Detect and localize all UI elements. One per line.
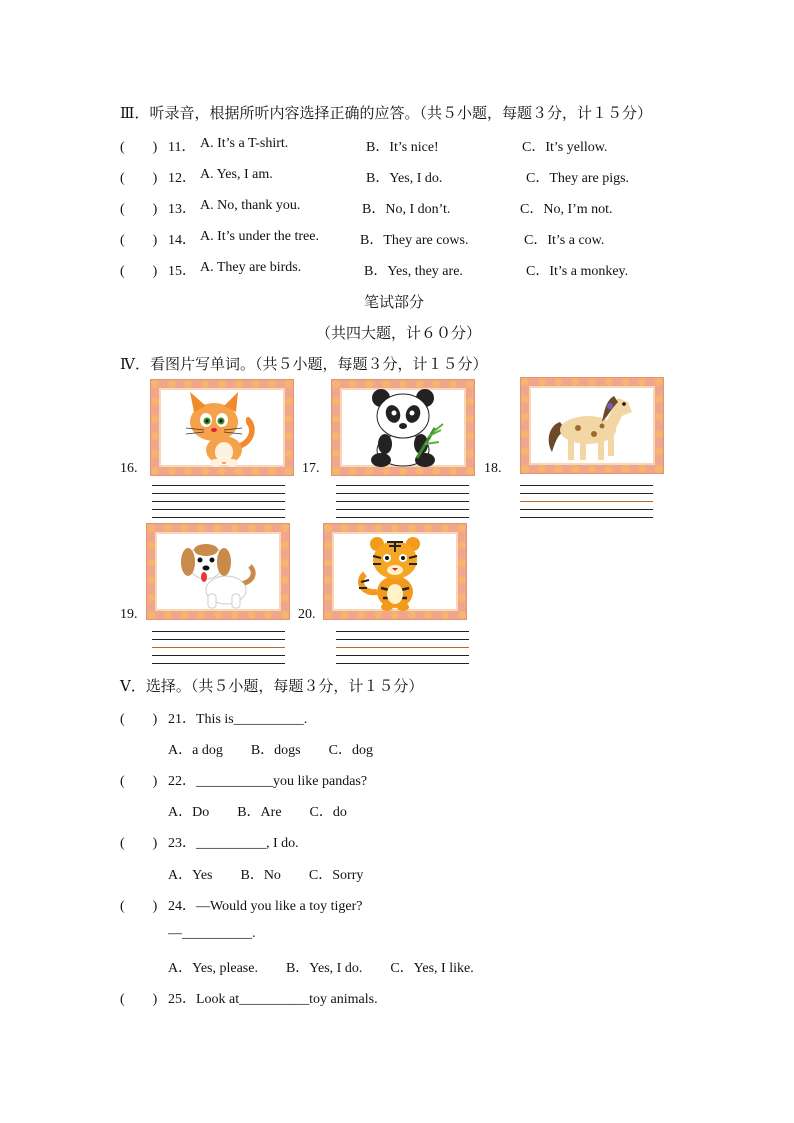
item-number-20: 20. <box>298 607 316 622</box>
written-part-subtitle: （共四大题，计６０分） <box>316 326 482 342</box>
option-a: A. It’s a T-shirt. <box>200 136 289 151</box>
question-23-stem: 23．__________, I do. <box>168 836 299 851</box>
answer-paren[interactable]: ( ) <box>120 712 158 727</box>
question-number: 15． <box>168 264 196 279</box>
option-b: B．No, I don’t. <box>362 202 451 217</box>
answer-paren[interactable]: ( ) <box>120 774 158 789</box>
question-21-options: A．a dog B．dogs C．dog <box>168 743 373 758</box>
tiger-picture <box>324 524 466 619</box>
question-number: 13． <box>168 202 196 217</box>
answer-paren[interactable]: ( ) <box>120 899 158 914</box>
item-number-16: 16. <box>120 461 138 476</box>
written-part-title: 笔试部分 <box>364 295 425 311</box>
option-c: C．They are pigs. <box>526 171 630 186</box>
cat-picture <box>151 380 293 475</box>
answer-paren[interactable]: ( ) <box>120 140 158 155</box>
question-24-blank: —__________. <box>168 926 256 941</box>
answer-paren[interactable]: ( ) <box>120 171 158 186</box>
dog-icon <box>170 532 266 612</box>
question-21-stem: 21．This is__________. <box>168 712 308 727</box>
option-a: A. It’s under the tree. <box>200 229 319 244</box>
option-c: C．It’s yellow. <box>522 140 608 155</box>
section5-title: Ⅴ．选择。（共５小题，每题３分，计１５分） <box>120 679 424 695</box>
question-number: 14． <box>168 233 196 248</box>
section4-title: Ⅳ．看图片写单词。（共５小题，每题３分，计１５分） <box>120 357 488 373</box>
option-a: A. No, thank you. <box>200 198 301 213</box>
question-23-options: A．Yes B．No C．Sorry <box>168 868 364 883</box>
option-a: A. They are birds. <box>200 260 302 275</box>
option-a: A. Yes, I am. <box>200 167 273 182</box>
section3-title: Ⅲ．听录音，根据所听内容选择正确的应答。（共５小题，每题３分，计１５分） <box>120 106 652 122</box>
tiger-icon <box>347 532 443 612</box>
option-c: C．It’s a cow. <box>524 233 605 248</box>
item-number-17: 17. <box>302 461 320 476</box>
question-22-options: A．Do B．Are C．do <box>168 805 347 820</box>
panda-icon <box>355 388 451 468</box>
answer-paren[interactable]: ( ) <box>120 264 158 279</box>
option-b: B．Yes, they are. <box>364 264 463 279</box>
option-b: B．They are cows. <box>360 233 469 248</box>
answer-paren[interactable]: ( ) <box>120 836 158 851</box>
question-number: 11． <box>168 140 196 155</box>
item-number-19: 19. <box>120 607 138 622</box>
panda-picture <box>332 380 474 475</box>
question-25-stem: 25．Look at__________toy animals. <box>168 992 378 1007</box>
question-24-stem: 24．—Would you like a toy tiger? <box>168 899 363 914</box>
horse-icon <box>542 386 642 466</box>
question-22-stem: 22．___________you like pandas? <box>168 774 368 789</box>
dog-picture <box>147 524 289 619</box>
option-c: C．It’s a monkey. <box>526 264 629 279</box>
item-number-18: 18. <box>484 461 502 476</box>
option-c: C．No, I’m not. <box>520 202 613 217</box>
answer-paren[interactable]: ( ) <box>120 992 158 1007</box>
answer-paren[interactable]: ( ) <box>120 202 158 217</box>
answer-paren[interactable]: ( ) <box>120 233 158 248</box>
option-b: B．It’s nice! <box>366 140 439 155</box>
cat-icon <box>174 388 270 468</box>
horse-picture <box>521 378 663 473</box>
question-24-options: A．Yes, please. B．Yes, I do. C．Yes, I like. <box>168 961 474 976</box>
question-number: 12． <box>168 171 196 186</box>
option-b: B．Yes, I do. <box>366 171 443 186</box>
